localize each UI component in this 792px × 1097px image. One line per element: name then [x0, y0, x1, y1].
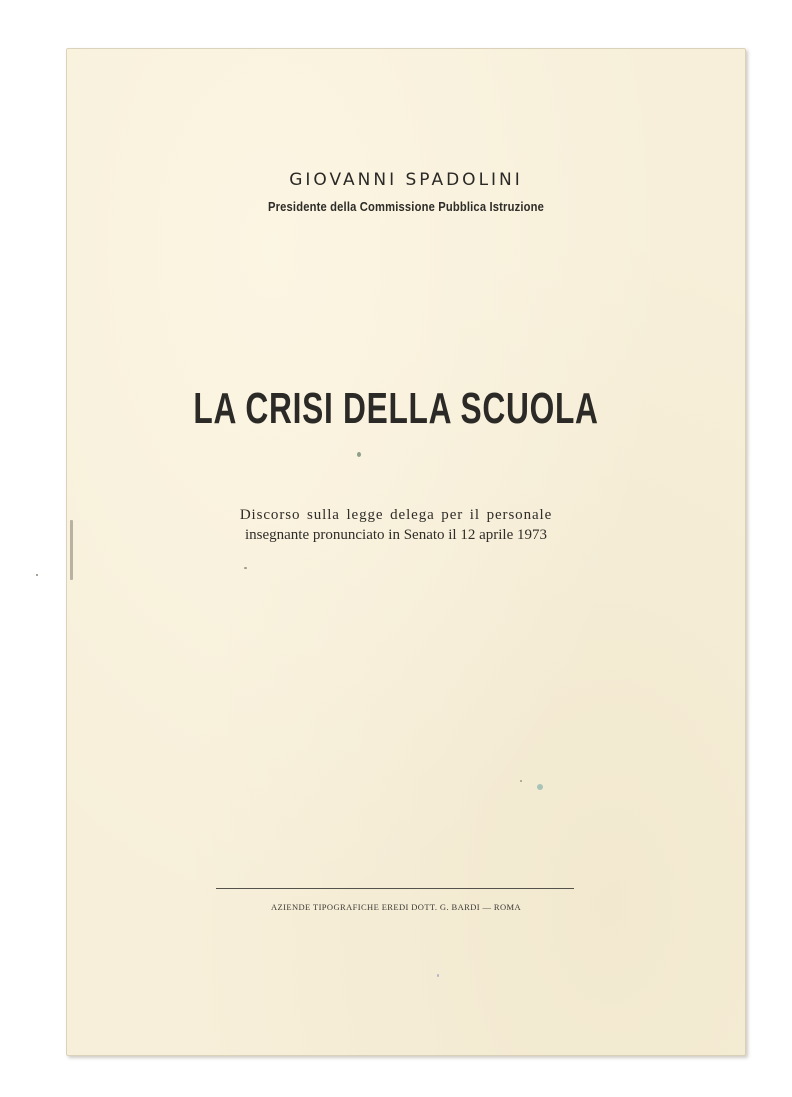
paper-speck [537, 784, 543, 790]
divider-rule [216, 888, 574, 889]
paper-speck [520, 780, 522, 782]
paper-speck [357, 452, 361, 457]
paper-speck [244, 567, 247, 569]
cover-title: LA CRISI DELLA SCUOLA [193, 384, 599, 433]
paper-speck [36, 574, 38, 576]
cover-subtitle [0, 505, 792, 545]
author-name: GIOVANNI SPADOLINI [289, 170, 523, 190]
printer-imprint: AZIENDE TIPOGRAFICHE EREDI DOTT. G. BARDI — ROMA [270, 902, 522, 912]
subtitle-line-2: insegnante pronunciato in Senato il 12 aprile 1973 [244, 527, 547, 543]
paper-speck [437, 974, 439, 977]
author-role: Presidente della Commissione Pubblica Istruzione [267, 199, 545, 214]
subtitle-line-1: Discorso sulla legge delega per il personale [239, 507, 553, 523]
